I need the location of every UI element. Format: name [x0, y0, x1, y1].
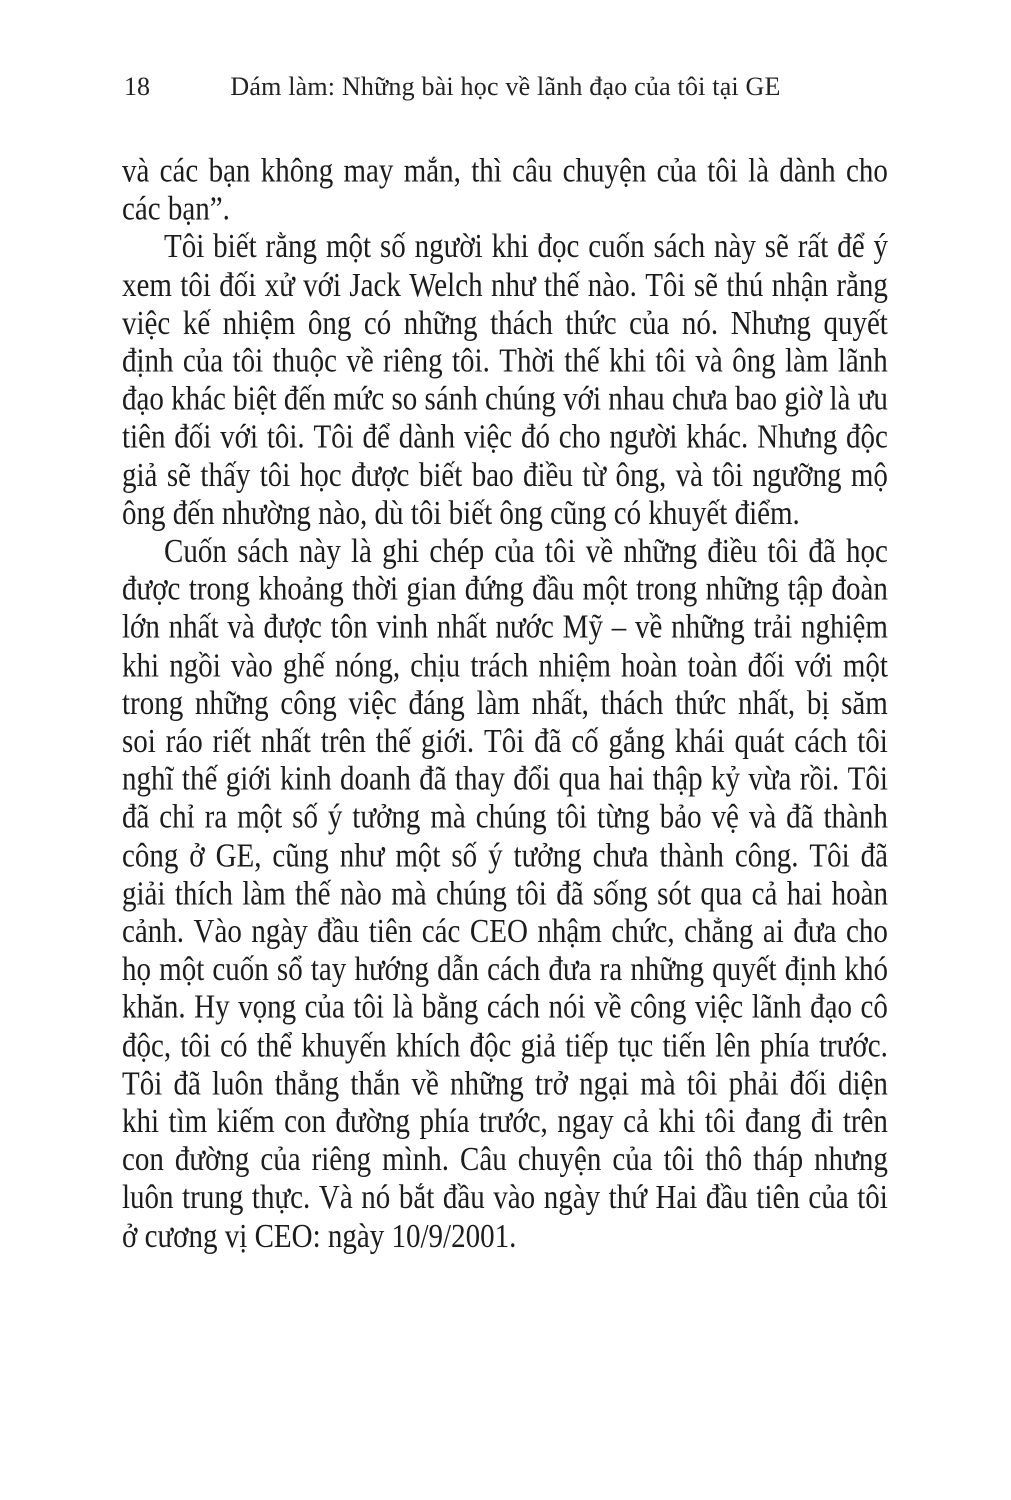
paragraph [122, 152, 888, 228]
text-line: ông đến nhường nào, dù tôi biết ông cũng có khuyết điểm. [122, 494, 800, 533]
text-line: khi ngồi vào ghế nóng, chịu trách nhiệm hoàn toàn đối với một [122, 646, 888, 685]
text-line: soi ráo riết nhất trên thế giới. Tôi đã cố gắng khái quát cách tôi [122, 722, 888, 761]
paragraph [122, 532, 888, 1255]
text-line: lớn nhất và được tôn vinh nhất nước Mỹ – về những trải nghiệm [122, 608, 888, 647]
text-line: ở cương vị CEO: ngày 10/9/2001. [122, 1216, 517, 1255]
text-line: các bạn”. [122, 190, 230, 228]
running-head-title: Dám làm: Những bài học về lãnh đạo của tôi tại GE [230, 72, 781, 101]
text-line: trong những công việc đáng làm nhất, thách thức nhất, bị săm [122, 684, 888, 723]
text-line: luôn trung thực. Và nó bắt đầu vào ngày thứ Hai đầu tiên của tôi [122, 1178, 888, 1217]
text-line: giải thích làm thế nào mà chúng tôi đã sống sót qua cả hai hoàn [122, 874, 888, 913]
text-line: nghĩ thế giới kinh doanh đã thay đổi qua hai thập kỷ vừa rồi. Tôi [122, 760, 888, 799]
text-line: được trong khoảng thời gian đứng đầu một trong những tập đoàn [122, 570, 888, 609]
text-line: khi tìm kiếm con đường phía trước, ngay cả khi tôi đang đi trên [122, 1102, 888, 1141]
text-line: đã chỉ ra một số ý tưởng mà chúng tôi từng bảo vệ và đã thành [122, 798, 888, 837]
text-line: độc, tôi có thể khuyến khích độc giả tiếp tục tiến lên phía trước. [122, 1026, 888, 1065]
page-body [122, 152, 888, 1255]
text-line: đạo khác biệt đến mức so sánh chúng với nhau chưa bao giờ là ưu [122, 380, 888, 418]
text-line: và các bạn không may mắn, thì câu chuyện của tôi là dành cho [122, 152, 888, 190]
text-line: cảnh. Vào ngày đầu tiên các CEO nhậm chức, chẳng ai đưa cho [122, 912, 888, 951]
text-line: khăn. Hy vọng của tôi là bằng cách nói về công việc lãnh đạo cô [122, 988, 888, 1027]
text-line: việc kế nhiệm ông có những thách thức của nó. Nhưng quyết [122, 304, 888, 342]
text-line: công ở GE, cũng như một số ý tưởng chưa thành công. Tôi đã [122, 836, 888, 875]
text-line: Tôi đã luôn thẳng thắn về những trở ngại mà tôi phải đối diện [122, 1064, 888, 1103]
text-line: con đường của riêng mình. Câu chuyện của tôi thô tháp nhưng [122, 1140, 888, 1179]
page-header [0, 72, 1011, 106]
text-line: giả sẽ thấy tôi học được biết bao điều từ ông, và tôi ngưỡng mộ [122, 456, 888, 495]
text-line: Tôi biết rằng một số người khi đọc cuốn sách này sẽ rất để ý [164, 228, 888, 266]
text-line: tiên đối với tôi. Tôi để dành việc đó cho người khác. Nhưng độc [122, 418, 888, 457]
paragraph [122, 228, 888, 532]
text-line: họ một cuốn sổ tay hướng dẫn cách đưa ra những quyết định khó [122, 950, 888, 989]
text-line: định của tôi thuộc về riêng tôi. Thời thế khi tôi và ông làm lãnh [122, 342, 888, 380]
text-line: Cuốn sách này là ghi chép của tôi về những điều tôi đã học [164, 532, 888, 571]
page-number: 18 [124, 72, 150, 101]
text-line: xem tôi đối xử với Jack Welch như thế nào. Tôi sẽ thú nhận rằng [122, 266, 888, 304]
